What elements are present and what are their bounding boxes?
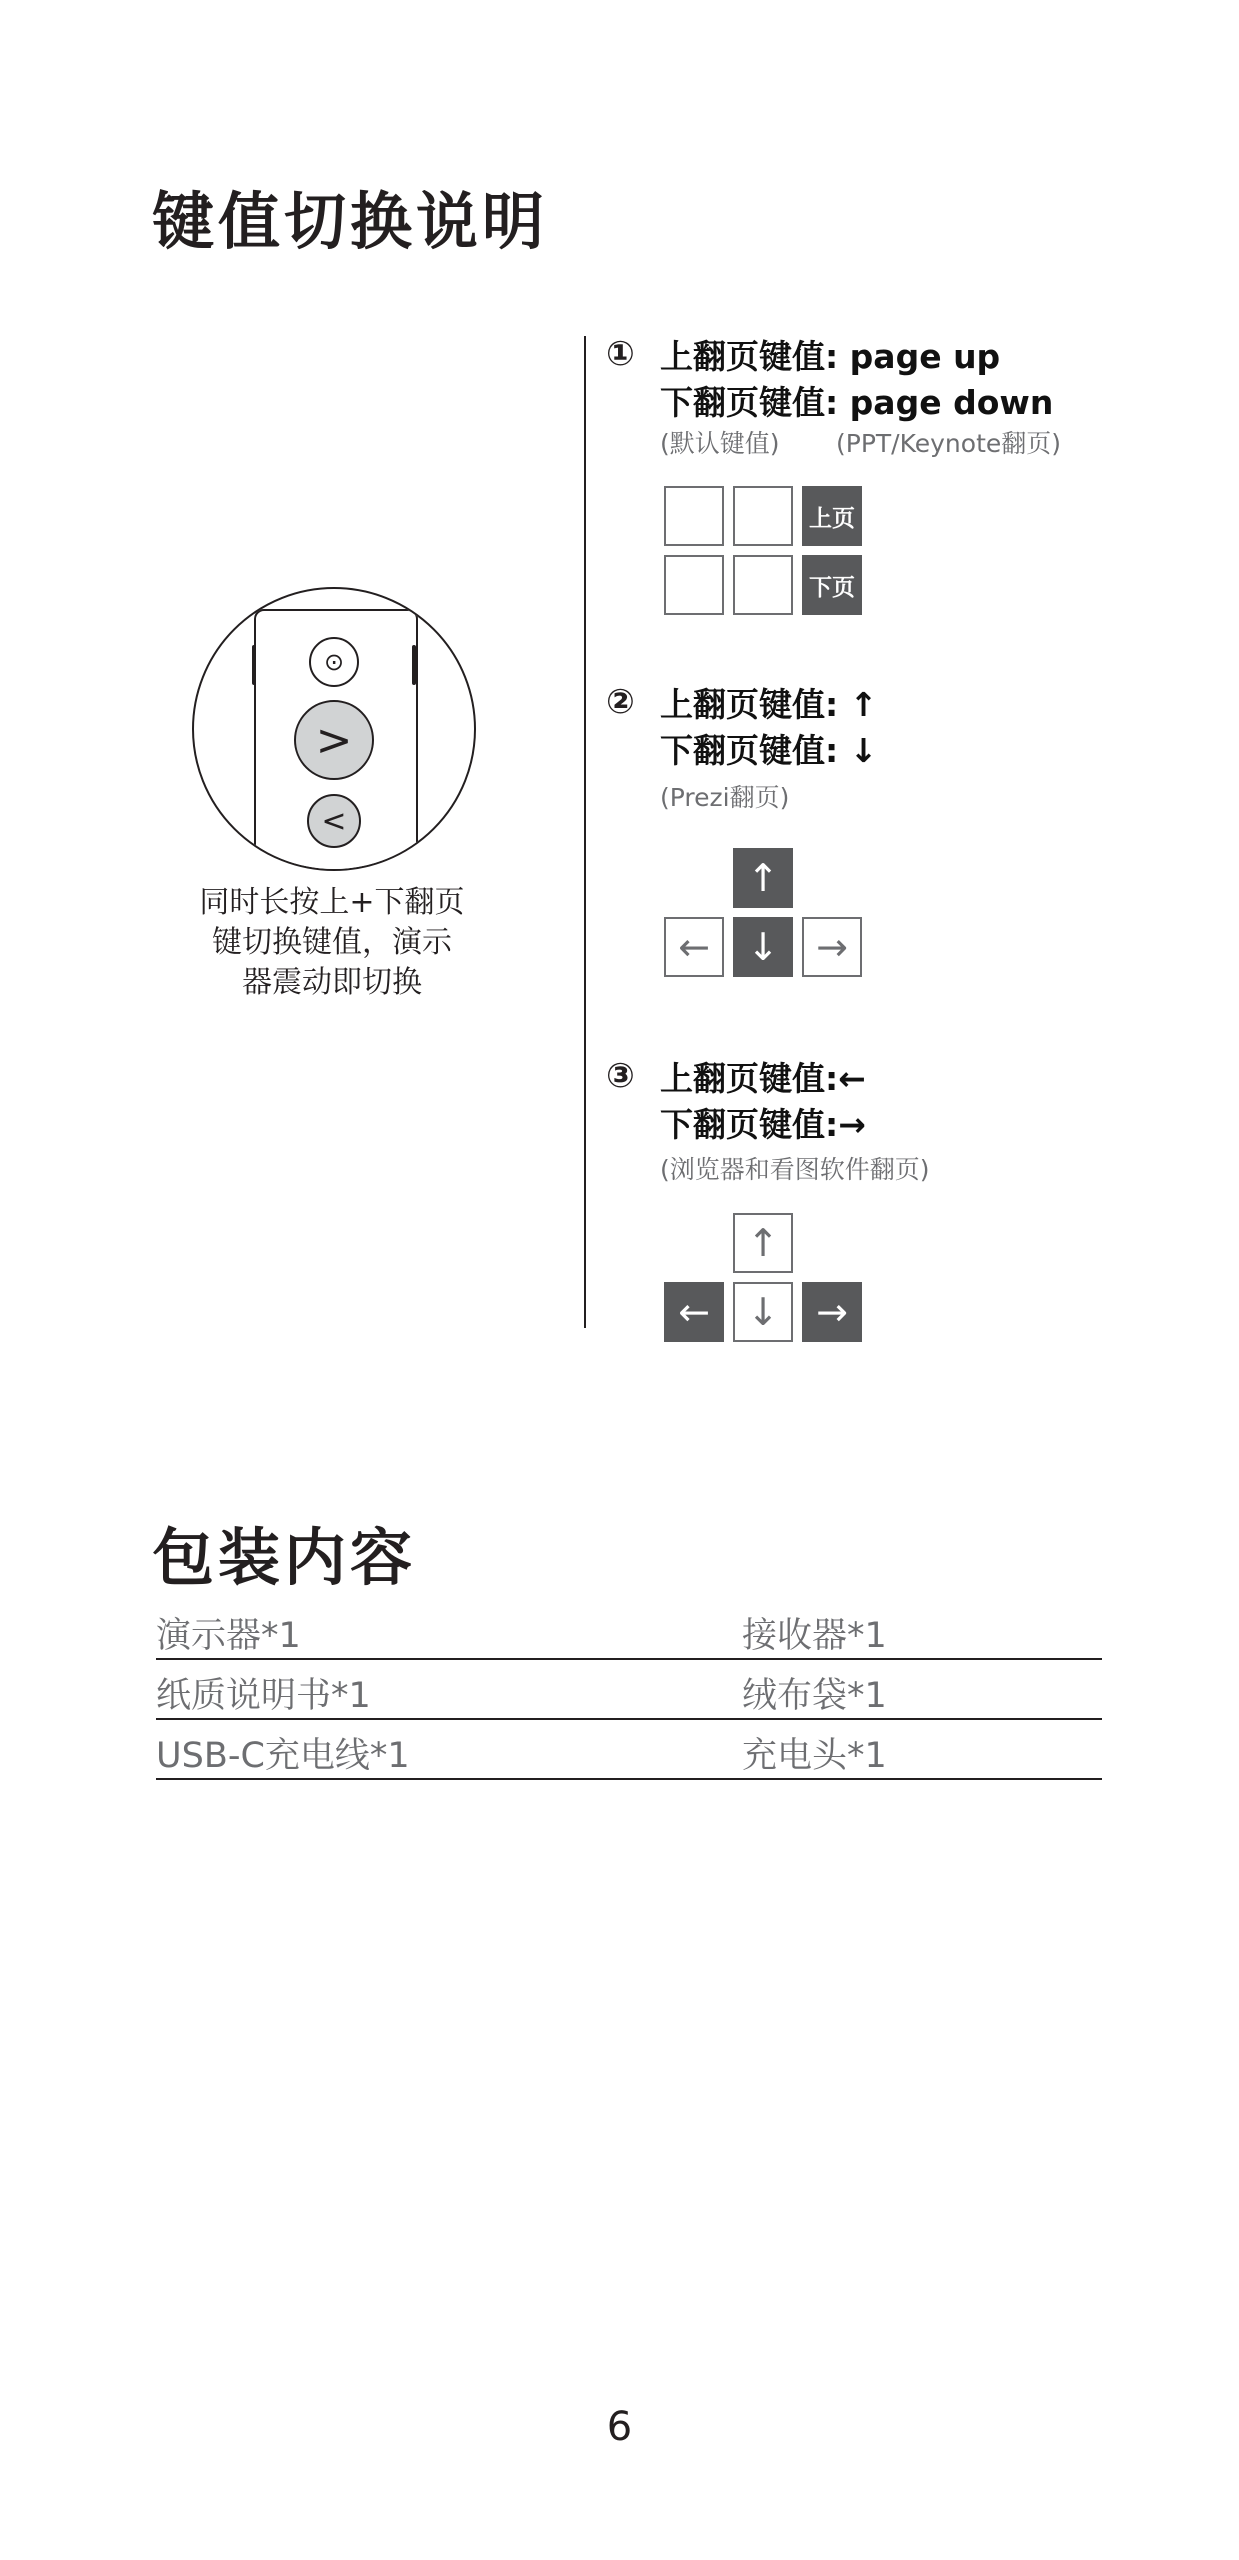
page-down-key: 下页 bbox=[802, 555, 862, 615]
package-item: 充电头*1 bbox=[742, 1736, 887, 1776]
mode-3-up-key-value: 上翻页键值:← bbox=[660, 1059, 866, 1098]
arrow-up-key: ↑ bbox=[733, 1213, 793, 1273]
arrow-up-key: ↑ bbox=[733, 848, 793, 908]
mode-3-down-key-value: 下翻页键值:→ bbox=[660, 1105, 866, 1144]
arrow-left-key: ← bbox=[664, 917, 724, 977]
mode-3-key-grid bbox=[664, 1213, 864, 1343]
blank-key bbox=[664, 555, 724, 615]
mode-2-down-key-value: 下翻页键值: ↓ bbox=[660, 731, 878, 770]
caption-line: 键切换键值，演示 bbox=[212, 925, 452, 960]
mode-1-note-ppt: (PPT/Keynote翻页) bbox=[836, 429, 1062, 458]
mode-1-key-grid bbox=[664, 486, 864, 616]
package-item: 演示器*1 bbox=[156, 1616, 301, 1656]
package-item: USB-C充电线*1 bbox=[156, 1736, 410, 1776]
page-up-key: 上页 bbox=[802, 486, 862, 546]
mode-3-note-browser: (浏览器和看图软件翻页) bbox=[660, 1155, 930, 1184]
page-number: 6 bbox=[606, 2404, 633, 2450]
prev-page-button-icon: < bbox=[307, 794, 361, 848]
mode-3-number: ③ bbox=[606, 1056, 635, 1096]
mode-1-note-default: (默认键值) bbox=[660, 429, 780, 458]
arrow-right-key: → bbox=[802, 1282, 862, 1342]
package-row bbox=[156, 1660, 1102, 1720]
mode-2-number: ② bbox=[606, 682, 635, 722]
mode-2-key-grid bbox=[664, 848, 864, 978]
arrow-down-key: ↓ bbox=[733, 917, 793, 977]
section-title-key-switch: 键值切换说明 bbox=[152, 185, 549, 258]
package-item: 纸质说明书*1 bbox=[156, 1676, 371, 1716]
caption-line: 同时长按上+下翻页 bbox=[199, 885, 465, 920]
arrow-left-key: ← bbox=[664, 1282, 724, 1342]
laser-button-icon: ⊙ bbox=[309, 637, 359, 687]
remote-illustration bbox=[192, 587, 476, 871]
remote-side-detail-left bbox=[252, 645, 256, 685]
blank-key bbox=[664, 486, 724, 546]
caption-line: 器震动即切换 bbox=[242, 965, 422, 1000]
mode-2-note-prezi: (Prezi翻页) bbox=[660, 783, 790, 812]
section-title-package: 包装内容 bbox=[152, 1521, 417, 1594]
mode-1-number: ① bbox=[606, 334, 635, 374]
package-item: 绒布袋*1 bbox=[742, 1676, 887, 1716]
blank-key bbox=[733, 555, 793, 615]
blank-key bbox=[733, 486, 793, 546]
package-row bbox=[156, 1600, 1102, 1660]
next-page-button-icon: > bbox=[294, 700, 374, 780]
arrow-right-key: → bbox=[802, 917, 862, 977]
mode-2-up-key-value: 上翻页键值: ↑ bbox=[660, 685, 878, 724]
mode-1-up-key-value: 上翻页键值: page up bbox=[660, 337, 1001, 376]
mode-1-down-key-value: 下翻页键值: page down bbox=[660, 383, 1054, 422]
switch-instruction-caption bbox=[150, 883, 514, 1003]
remote-side-detail-right bbox=[412, 645, 416, 685]
package-item: 接收器*1 bbox=[742, 1616, 887, 1656]
arrow-down-key: ↓ bbox=[733, 1282, 793, 1342]
package-row bbox=[156, 1720, 1102, 1780]
vertical-divider bbox=[584, 336, 586, 1328]
